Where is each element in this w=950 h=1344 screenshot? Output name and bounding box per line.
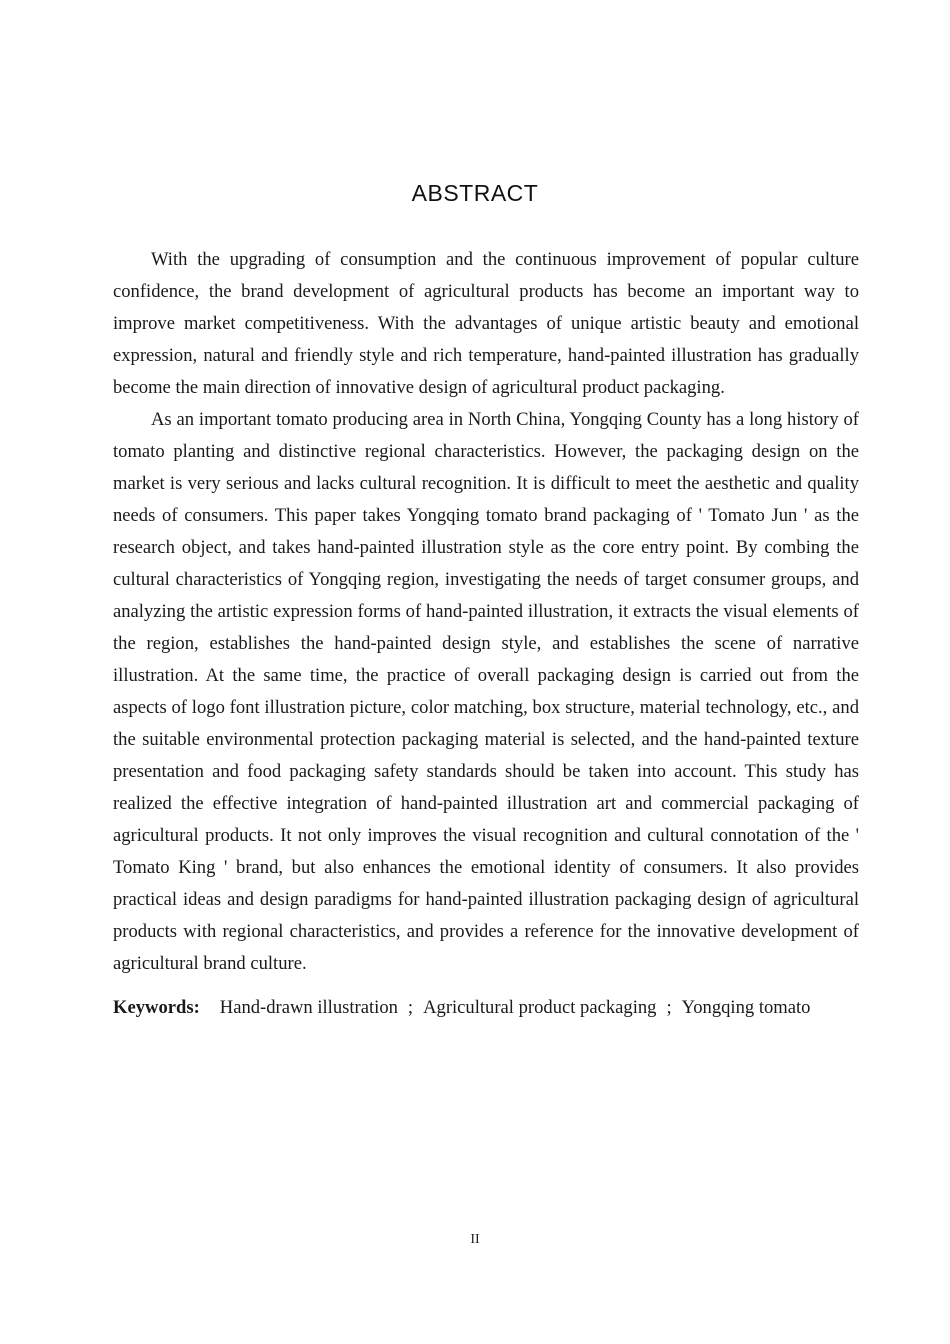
keywords-label: Keywords: xyxy=(113,997,200,1018)
keyword-separator: ; xyxy=(407,997,414,1018)
abstract-paragraph-1: With the upgrading of consumption and the continuous improvement of popular culture confidence, the brand development of agricultural products has become an important way to improve market competitiveness. With the advantages of unique artistic beauty and emotional expression, natural and friendly style and rich temperature, hand-painted illustration has gradually become the main direction of innovative design of agricultural product packaging. xyxy=(113,249,859,398)
keywords-line xyxy=(113,994,873,1022)
page-number: II xyxy=(470,1232,480,1247)
abstract-body xyxy=(113,244,859,980)
abstract-paragraph-2: As an important tomato producing area in North China, Yongqing County has a long history of tomato planting and distinctive regional characteristics. However, the packaging design on the market is very serious and lacks cultural recognition. It is difficult to meet the aesthetic and quality needs of consumers. This paper takes Yongqing tomato brand packaging of ' Tomato Jun ' as the research object, and takes hand-painted illustration style as the core entry point. By combing the cultural characteristics of Yongqing region, investigating the needs of target consumer groups, and analyzing the artistic expression forms of hand-painted illustration, it extracts the visual elements of the region, establishes the hand-painted design style, and establishes the scene of narrative illustration. At the same time, the practice of overall packaging design is carried out from the aspects of logo font illustration picture, color matching, box structure, material technology, etc., and the suitable environmental protection packaging material is selected, and the hand-painted texture presentation and food packaging safety standards should be taken into account. This study has realized the effective integration of hand-painted illustration art and commercial packaging of agricultural products. It not only improves the visual recognition and cultural connotation of the ' Tomato King ' brand, but also enhances the emotional identity of consumers. It also provides practical ideas and design paradigms for hand-painted illustration packaging design of agricultural products with regional characteristics, and provides a reference for the innovative development of agricultural brand culture. xyxy=(113,409,859,974)
keyword-item: Hand-drawn illustration xyxy=(219,997,398,1018)
keyword-separator: ; xyxy=(666,997,672,1018)
keyword-item: Yongqing tomato xyxy=(681,997,811,1018)
abstract-heading: ABSTRACT xyxy=(411,180,539,206)
keyword-item: Agricultural product packaging xyxy=(423,997,657,1018)
